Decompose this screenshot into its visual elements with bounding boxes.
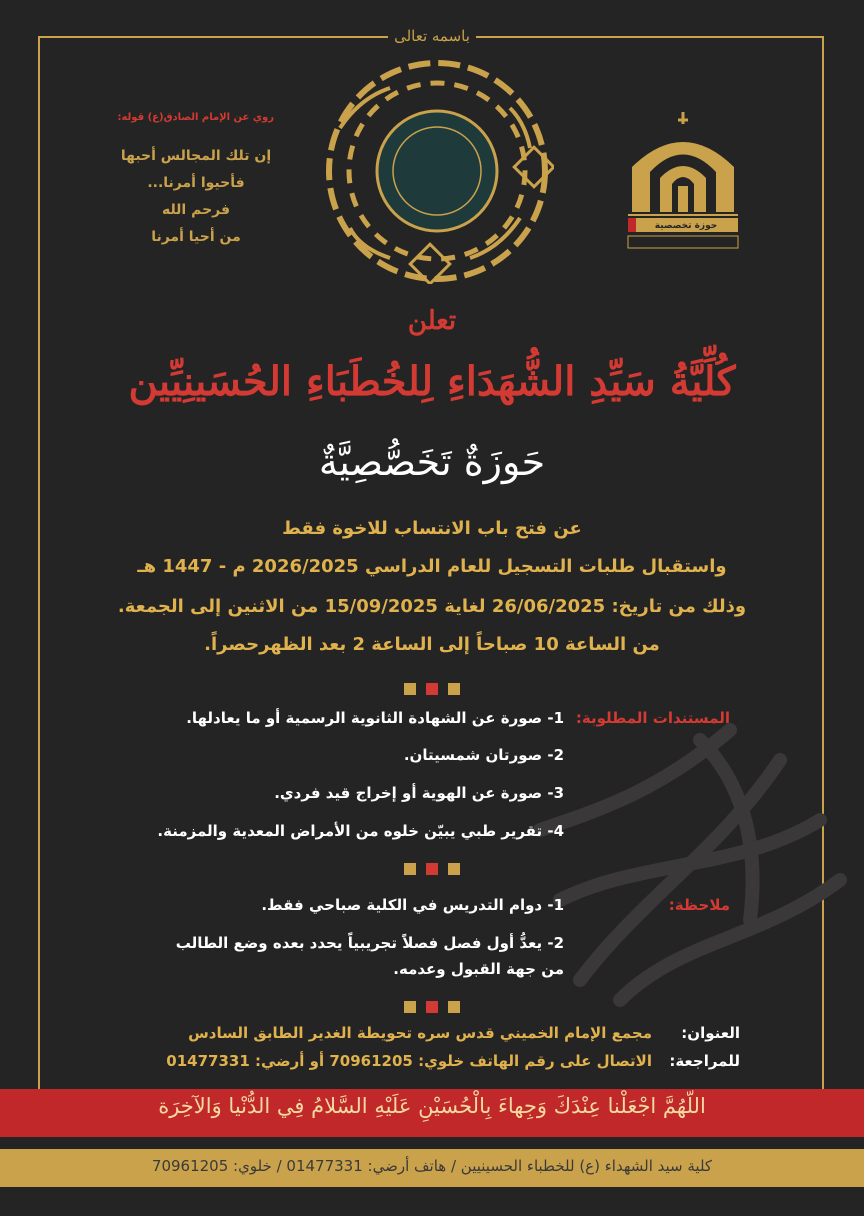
quote-line: فأحيوا أمرنا... [147, 175, 245, 191]
quote-header: روي عن الإمام الصادق(ع) قوله: [117, 112, 274, 123]
address-value: مجمع الإمام الخميني قدس سره تحويطة الغدير الطابق السادس [188, 1024, 652, 1042]
logo-text: حوزة تخصصية [654, 221, 718, 231]
footer-text: كلية سيد الشهداء (ع) للخطباء الحسينيين / هاتف أرضي: 01477331 / خلوي: 70961205 [151, 1157, 713, 1175]
notes-label: ملاحظة: [668, 896, 730, 914]
college-logo [624, 112, 742, 262]
note-item: 2- يعدُّ أول فصل فصلاً تجريبياً يحدد بعده وضع الطالب [175, 934, 564, 952]
body-line-3: وذلك من تاريخ: 26/06/2025 لغاية 15/09/2025 من الاثنين إلى الجمعة. [117, 596, 747, 617]
college-name: كُلِّيَّةُ سَيِّدِ الشُّهَدَاءِ لِلخُطَبَاءِ الحُسَينِيِّين [128, 358, 736, 405]
hawza-title: حَوزَةٌ تَخَصُّصِيَّةٌ [318, 440, 546, 484]
note-item: 1- دوام التدريس في الكلية صباحي فقط. [261, 896, 564, 914]
separator-squares [0, 858, 864, 877]
review-value: الاتصال على رقم الهاتف خلوي: 70961205 أو أرضي: 01477331 [166, 1052, 652, 1070]
body-line-4: من الساعة 10 صباحاً إلى الساعة 2 بعد الظهرحصراً. [204, 634, 660, 655]
documents-label: المستندات المطلوبة: [575, 709, 730, 727]
prayer-text: اللّهُمَّ اجْعَلْنا عِنْدَكَ وَجِهاءَ بِالْحُسَيْنِ عَلَيْهِ السَّلامُ فِي الدُّنْيا وَالآخِرَة [158, 1094, 706, 1118]
announce-heading: تعلن [407, 306, 457, 336]
address-label: العنوان: [681, 1024, 740, 1042]
quote-line: من أحيا أمرنا [151, 229, 241, 245]
separator-squares [0, 996, 864, 1015]
calligraphy-emblem [320, 58, 554, 284]
document-item: 1- صورة عن الشهادة الثانوية الرسمية أو ما يعادلها. [186, 709, 564, 727]
review-label: للمراجعة: [669, 1052, 740, 1070]
document-item: 2- صورتان شمسيتان. [403, 746, 564, 764]
quote-line: إن تلك المجالس أحبها [120, 148, 272, 164]
basmala: باسمه تعالى [388, 22, 476, 50]
note-item: من جهة القبول وعدمه. [393, 960, 564, 978]
quote-line: فرحم الله [161, 202, 231, 218]
document-item: 3- صورة عن الهوية أو إخراج قيد فردي. [274, 784, 564, 802]
body-line-1: عن فتح باب الانتساب للاخوة فقط [282, 518, 582, 539]
separator-squares [0, 678, 864, 697]
body-line-2: واستقبال طلبات التسجيل للعام الدراسي 2026/2025 م - 1447 هـ [137, 556, 727, 577]
document-item: 4- تقرير طبي يبيّن خلوه من الأمراض المعدية والمزمنة. [157, 822, 564, 840]
